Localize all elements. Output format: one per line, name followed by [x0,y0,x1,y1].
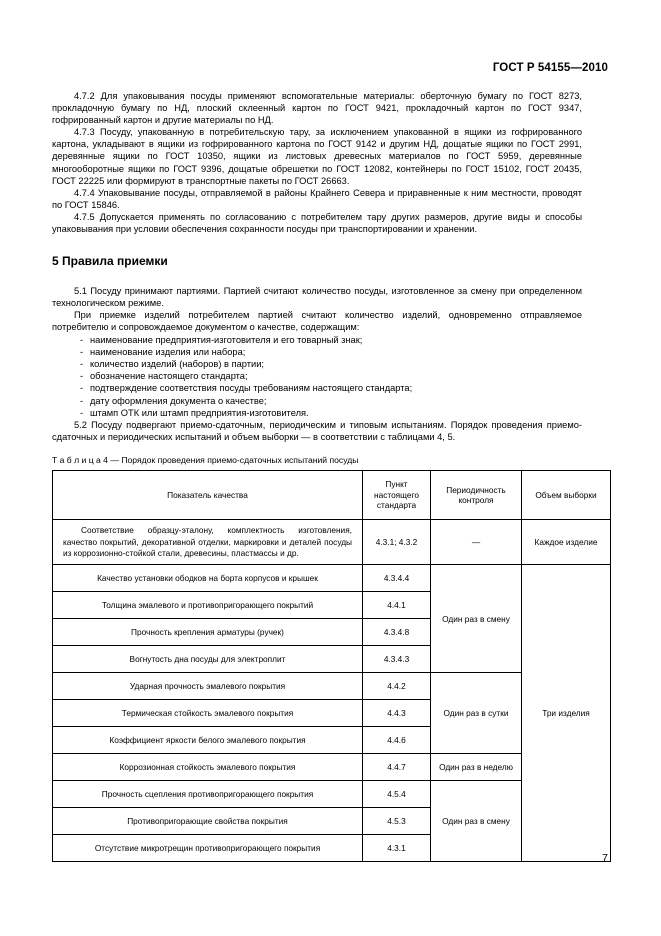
paragraph-5-2: 5.2 Посуду подвергают приемо-сдаточным, периодическим и типовым испытаниям. Порядок проведения приемо-сдаточных и периодических испытаний и объем выборки — в соответствии с таблицами 4, 5. [52,419,582,443]
list-item: - дату оформления документа о качестве; [52,395,582,407]
cell-indicator: Прочность сцепления противопригорающего покрытия [53,781,363,808]
column-header-clause: Пункт настоящего стандарта [363,471,431,520]
standard-designation-header: ГОСТ Р 54155—2010 [492,62,608,74]
cell-indicator: Ударная прочность эмалевого покрытия [53,673,363,700]
cell-indicator-text: Соответствие образцу-эталону, комплектность изготовления, качество покрытий, декоративной отделки, маркировки и деталей посуды из коррозионно-стойкой стали, древесины, пластмассы и др. [63,525,352,558]
cell-indicator: Качество установки ободков на борта корпусов и крышек [53,565,363,592]
cell-periodicity: Один раз в смену [431,565,522,673]
paragraph-4-7-3: 4.7.3 Посуду, упакованную в потребительскую тару, за исключением упакованной в ящики из гофрированного картона, укладывают в ящики из гофрированного картона по ГОСТ 9142 и другим НД, дощатые ящики по ГОСТ 2991, деревянные ящики по ГОСТ 10350, ящики из листовых древесных материалов по ГОСТ 5959, деревянные многооборотные ящики по ГОСТ 9396, дощатые обрешетки по ГОСТ 12082, контейнеры по ГОСТ 15102, ГОСТ 20435, ГОСТ 22225 или формируют в транспортные пакеты по ГОСТ 26663. [52,127,582,186]
cell-clause: 4.4.6 [363,727,431,754]
table-4-acceptance-tests [52,470,611,862]
cell-clause: 4.3.4.8 [363,619,431,646]
paragraph-4-7-5: 4.7.5 Допускается применять по согласованию с потребителем тару других размеров, другие виды и способы упаковывания при условии обеспечения сохранности посуды при транспортировании и хранении. [52,211,582,235]
cell-clause: 4.3.1 [363,835,431,862]
paragraph-5-1: 5.1 Посуду принимают партиями. Партией считают количество посуды, изготовленное за смену при определенном технологическом режиме. [52,286,582,309]
table-4-caption: Т а б л и ц а 4 — Порядок проведения приемо-сдаточных испытаний посуды [52,455,359,466]
list-item: - подтверждение соответствия посуды требованиям настоящего стандарта; [52,382,582,394]
cell-periodicity: — [431,520,522,565]
table-header-row [53,471,611,520]
cell-indicator [53,520,363,565]
cell-indicator: Термическая стойкость эмалевого покрытия [53,700,363,727]
cell-clause: 4.3.4.4 [363,565,431,592]
column-header-volume: Объем выборки [522,471,611,520]
cell-indicator: Коррозионная стойкость эмалевого покрытия [53,754,363,781]
cell-clause: 4.4.7 [363,754,431,781]
heading-spacer-bottom [52,269,582,285]
cell-clause: 4.3.1; 4.3.2 [363,520,431,565]
list-item: - наименование предприятия-изготовителя и его товарный знак; [52,334,582,346]
section-heading-5: 5 Правила приемки [52,254,168,269]
paragraph-4-7-4: 4.7.4 Упаковывание посуды, отправляемой в районы Крайнего Севера и приравненные к ним местности, проводят по ГОСТ 15846. [52,187,582,210]
cell-volume: Три изделия [522,565,611,862]
table-head [53,471,611,520]
table-row [53,565,611,592]
cell-indicator: Противопригорающие свойства покрытия [53,808,363,835]
list-item: - наименование изделия или набора; [52,346,582,358]
cell-indicator: Толщина эмалевого и противопригорающего покрытий [53,592,363,619]
cell-periodicity: Один раз в неделю [431,754,522,781]
document-contents-list [52,334,582,419]
page-number: 7 [602,852,608,864]
cell-clause: 4.3.4.3 [363,646,431,673]
cell-indicator: Вогнутость дна посуды для электроплит [53,646,363,673]
heading-spacer-top [52,235,582,254]
cell-clause: 4.5.4 [363,781,431,808]
cell-periodicity: Один раз в сутки [431,673,522,754]
cell-indicator: Отсутствие микротрещин противопригорающего покрытия [53,835,363,862]
paragraph-5-1-continued: При приемке изделий потребителем партией считают количество изделий, одновременно отправляемое потребителю и сопровождаемое документом о качестве, содержащим: [52,310,582,333]
cell-clause: 4.5.3 [363,808,431,835]
table-caption-spacer [52,443,582,454]
cell-indicator: Коэффициент яркости белого эмалевого покрытия [53,727,363,754]
cell-clause: 4.4.3 [363,700,431,727]
table-row [53,520,611,565]
paragraph-4-7-2: 4.7.2 Для упаковывания посуды применяют вспомогательные материалы: оберточную бумагу по ГОСТ 8273, прокладочную бумагу по НД, плоский склеенный картон по ГОСТ 9421, прокладочный картон по ГОСТ 9347, гофрированный картон и другие материалы по НД. [52,91,582,126]
cell-periodicity: Один раз в смену [431,781,522,862]
table-body [53,520,611,862]
cell-volume: Каждое изделие [522,520,611,565]
column-header-periodicity: Периодичность контроля [431,471,522,520]
cell-clause: 4.4.2 [363,673,431,700]
cell-clause: 4.4.1 [363,592,431,619]
page-content [52,90,598,862]
column-header-indicator: Показатель качества [53,471,363,520]
list-item: - штамп ОТК или штамп предприятия-изготовителя. [52,407,582,419]
list-item: - обозначение настоящего стандарта; [52,370,582,382]
cell-indicator: Прочность крепления арматуры (ручек) [53,619,363,646]
list-item: - количество изделий (наборов) в партии; [52,358,582,370]
